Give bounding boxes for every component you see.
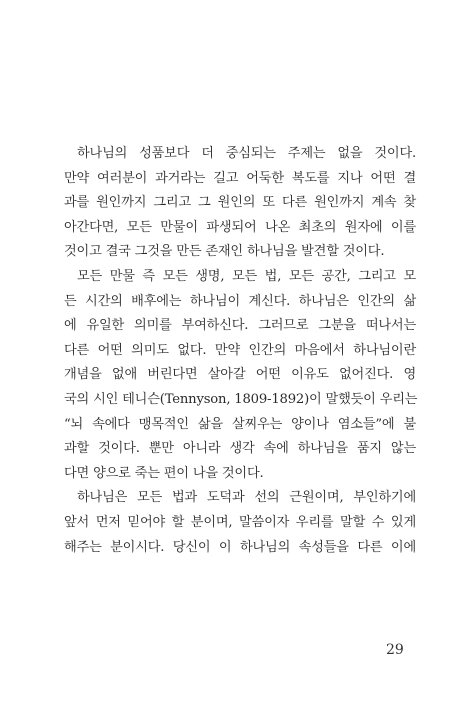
text-line: 과할 것이다. 뿐만 아니라 생각 속에 하나님을 품지 않는: [64, 441, 416, 457]
text-line: 에 유일한 의미를 부여하신다. 그러므로 그분을 떠나서는: [64, 318, 416, 334]
text-line: 것이고 결국 그것을 만든 존재인 하나님을 발견할 것이다.: [64, 244, 385, 260]
page-number: 29: [386, 642, 404, 658]
text-line: 모든 만물 즉 모든 생명, 모든 법, 모든 공간, 그리고 모: [77, 268, 416, 284]
text-line: 다른 어떤 의미도 없다. 만약 인간의 마음에서 하나님이란: [64, 342, 416, 358]
text-line: 해주는 분이시다. 당신이 이 하나님의 속성들을 다른 이에: [64, 539, 416, 555]
text-line: “뇌 속에다 맹목적인 삶을 살찌우는 양이나 염소들”에 불: [64, 416, 416, 432]
paragraph-3: [64, 486, 416, 560]
text-line: 아간다면, 모든 만물이 파생되어 나온 최초의 원자에 이를: [64, 219, 416, 235]
text-line: 국의 시인 테니슨(Tennyson, 1809-1892)이 말했듯이 우리는: [64, 391, 418, 407]
text-line: 하나님의 성품보다 더 중심되는 주제는 없을 것이다.: [77, 146, 416, 161]
text-line: 만약 여러분이 과거라는 길고 어둑한 복도를 지나 어떤 결: [64, 170, 416, 186]
text-line: 든 시간의 배후에는 하나님이 계신다. 하나님은 인간의 삶: [64, 293, 416, 309]
paragraph-2: [64, 265, 416, 486]
paragraph-1: [64, 142, 416, 265]
text-line: 하나님은 모든 법과 도덕과 선의 근원이며, 부인하기에: [77, 490, 416, 506]
text-line: 과를 원인까지 그리고 그 원인의 또 다른 원인까지 계속 찾: [64, 195, 416, 211]
text-line: 개념을 없애 버린다면 살아갈 어떤 이유도 없어진다. 영: [64, 367, 416, 383]
text-line: 다면 양으로 죽는 편이 나을 것이다.: [64, 465, 264, 481]
body-text: [64, 142, 416, 560]
text-line: 앞서 먼저 믿어야 할 분이며, 말씀이자 우리를 말할 수 있게: [64, 514, 416, 530]
